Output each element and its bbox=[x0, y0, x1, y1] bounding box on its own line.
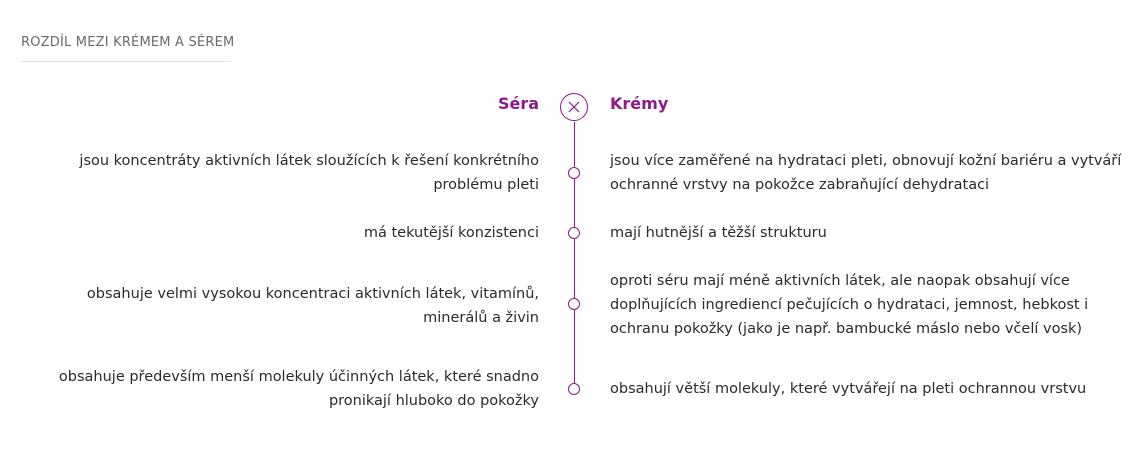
close-icon[interactable] bbox=[560, 93, 588, 121]
row-2-serum-text: má tekutější konzistenci bbox=[363, 225, 539, 241]
circle-dot-icon bbox=[568, 227, 580, 239]
row-3-cream-text: oproti séru mají méně aktivních látek, ale naopak obsahují více doplňujících ingrediencí pečujících o hydrataci, jemnost, hebkost i ochranu pokožky (jako je např. bambucké máslo nebo včelí vosk) bbox=[610, 273, 1089, 337]
row-1-serum-text: jsou koncentráty aktivních látek sloužících k řešení konkrétního problému pleti bbox=[79, 153, 539, 193]
timeline-line bbox=[574, 122, 575, 390]
section-divider bbox=[21, 61, 231, 62]
header-creams: Krémy bbox=[610, 94, 669, 113]
header-serums: Séra bbox=[497, 94, 539, 113]
row-4-cream-text: obsahují větší molekuly, které vytvářejí na pleti ochrannou vrstvu bbox=[610, 381, 1087, 397]
circle-dot-icon bbox=[568, 298, 580, 310]
circle-dot-icon bbox=[568, 167, 580, 179]
row-1-cream-text: jsou více zaměřené na hydrataci pleti, obnovují kožní bariéru a vytváří ochranné vrstvy na pokožce zabraňující dehydrataci bbox=[610, 153, 1122, 193]
row-3-serum-text: obsahuje velmi vysokou koncentraci aktivních látek, vitamínů, minerálů a živin bbox=[86, 286, 539, 326]
row-4-serum-text: obsahuje především menší molekuly účinných látek, které snadno pronikají hluboko do pokožky bbox=[58, 369, 539, 409]
row-2-cream-text: mají hutnější a těžší strukturu bbox=[610, 225, 827, 241]
section-title: ROZDÍL MEZI KRÉMEM A SÉREM bbox=[21, 35, 235, 50]
circle-dot-icon bbox=[568, 383, 580, 395]
